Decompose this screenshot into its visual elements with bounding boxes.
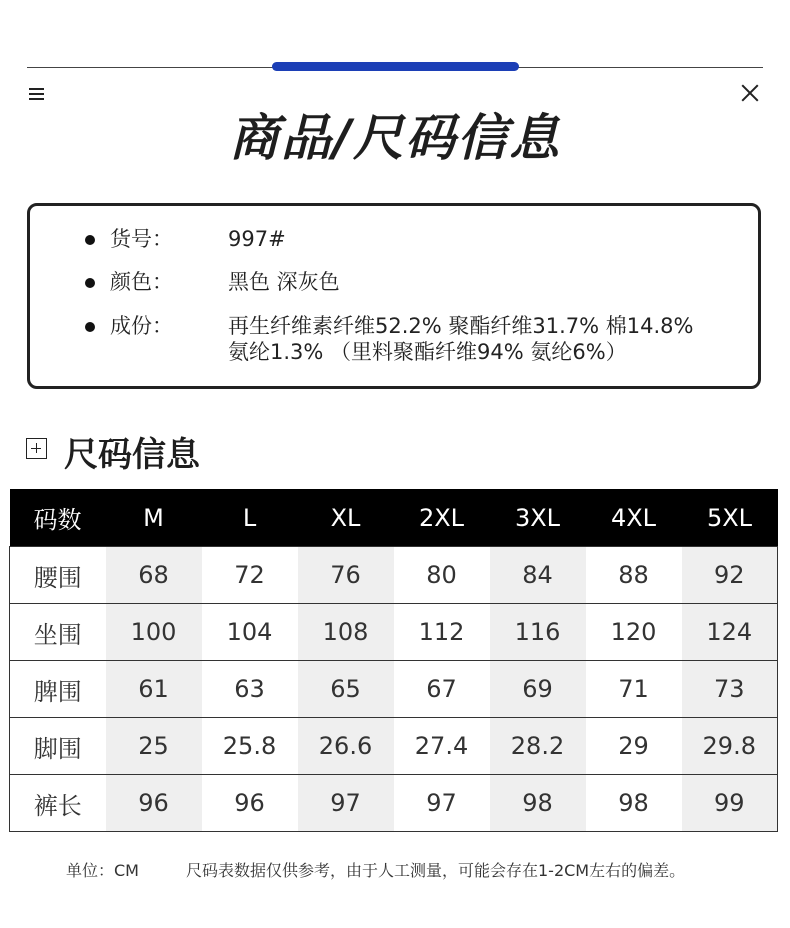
measurement-note: 尺码表数据仅供参考，由于人工测量，可能会存在1-2CM左右的偏差。	[186, 861, 686, 880]
page-title: 商品/尺码信息	[228, 109, 562, 167]
table-cell: 97	[394, 775, 490, 832]
table-cell: 97	[298, 775, 394, 832]
table-cell: 72	[202, 547, 298, 604]
item-no-label: 货号：	[110, 227, 173, 251]
table-row	[10, 547, 778, 604]
color-value: 黑色 深灰色	[228, 270, 340, 294]
table-cell: 96	[202, 775, 298, 832]
product-info-box	[27, 203, 761, 389]
table-cell: 100	[106, 604, 202, 661]
header-cell: 5XL	[682, 489, 778, 547]
header-cell: 2XL	[394, 489, 490, 547]
header-cell: 4XL	[586, 489, 682, 547]
composition-label: 成份：	[110, 314, 173, 338]
table-cell: 29.8	[682, 718, 778, 775]
header-cell: 码数	[10, 489, 106, 547]
top-accent-bar	[272, 62, 519, 71]
table-cell: 68	[106, 547, 202, 604]
table-header-row	[10, 489, 778, 547]
bullet-icon	[85, 278, 95, 288]
table-row	[10, 604, 778, 661]
table-cell: 98	[586, 775, 682, 832]
table-cell: 80	[394, 547, 490, 604]
size-table	[9, 489, 778, 832]
table-cell: 108	[298, 604, 394, 661]
row-label: 坐围	[10, 604, 106, 661]
table-row	[10, 718, 778, 775]
table-cell: 104	[202, 604, 298, 661]
table-cell: 61	[106, 661, 202, 718]
plus-square-icon	[26, 438, 47, 459]
table-cell: 69	[490, 661, 586, 718]
table-cell: 84	[490, 547, 586, 604]
table-cell: 124	[682, 604, 778, 661]
table-cell: 96	[106, 775, 202, 832]
row-label: 脚围	[10, 718, 106, 775]
table-row	[10, 661, 778, 718]
header-cell: M	[106, 489, 202, 547]
table-cell: 73	[682, 661, 778, 718]
composition-line-2: 氨纶1.3% （里料聚酯纤维94% 氨纶6%）	[228, 340, 627, 364]
composition-line-1: 再生纤维素纤维52.2% 聚酯纤维31.7% 棉14.8%	[228, 314, 694, 338]
table-cell: 65	[298, 661, 394, 718]
table-cell: 67	[394, 661, 490, 718]
bullet-icon	[85, 322, 95, 332]
table-cell: 88	[586, 547, 682, 604]
table-cell: 98	[490, 775, 586, 832]
table-cell: 25.8	[202, 718, 298, 775]
header-cell: XL	[298, 489, 394, 547]
table-cell: 99	[682, 775, 778, 832]
table-cell: 63	[202, 661, 298, 718]
row-label: 脾围	[10, 661, 106, 718]
item-no-value: 997#	[228, 227, 286, 251]
table-cell: 25	[106, 718, 202, 775]
table-cell: 71	[586, 661, 682, 718]
row-label: 裤长	[10, 775, 106, 832]
table-cell: 116	[490, 604, 586, 661]
header-cell: 3XL	[490, 489, 586, 547]
table-cell: 76	[298, 547, 394, 604]
table-cell: 28.2	[490, 718, 586, 775]
unit-note: 单位：CM	[66, 861, 139, 880]
row-label: 腰围	[10, 547, 106, 604]
section-title: 尺码信息	[64, 435, 200, 475]
table-cell: 26.6	[298, 718, 394, 775]
table-row	[10, 775, 778, 832]
table-cell: 92	[682, 547, 778, 604]
table-cell: 29	[586, 718, 682, 775]
color-label: 颜色：	[110, 270, 173, 294]
bullet-icon	[85, 235, 95, 245]
header-cell: L	[202, 489, 298, 547]
table-cell: 112	[394, 604, 490, 661]
table-cell: 120	[586, 604, 682, 661]
table-cell: 27.4	[394, 718, 490, 775]
